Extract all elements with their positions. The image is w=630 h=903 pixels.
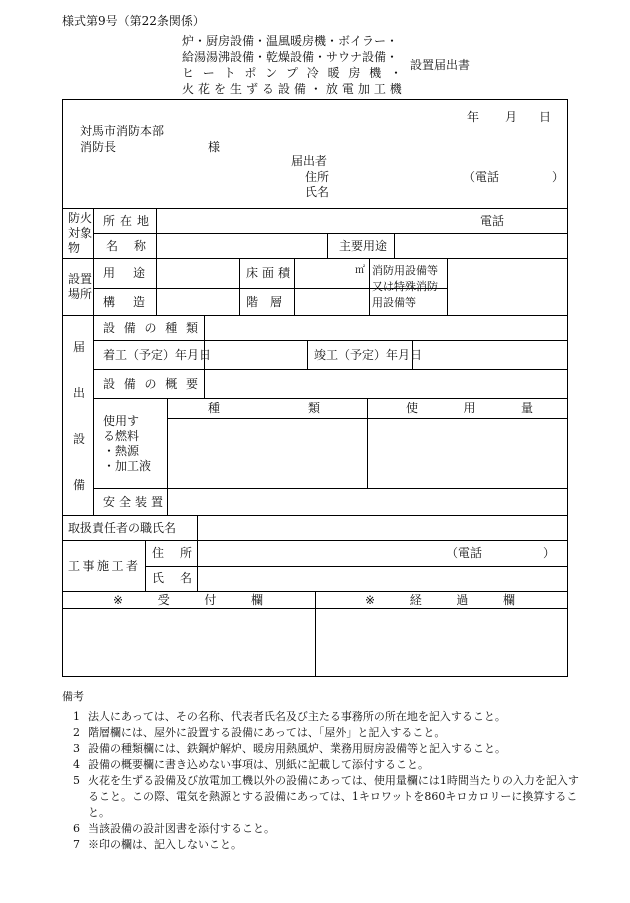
- applicant-name-label: 氏名: [305, 185, 330, 199]
- contractor-label: 工 事 施 工 者: [68, 559, 138, 573]
- structure-label: 構造: [103, 295, 164, 309]
- progress-column-label: ※ 経 過 欄: [365, 593, 515, 607]
- fuel-label: 使用す る燃料 ・熱源 ・加工液: [103, 414, 152, 473]
- title-line-3: ヒ ー ト ポ ン プ 冷 暖 房 機 ・: [182, 66, 402, 80]
- notes-section: [62, 688, 582, 853]
- contractor-phone-close: ）: [543, 546, 556, 560]
- form-number: 様式第9号（第22条関係）: [62, 14, 205, 28]
- reception-column-label: ※ 受 付 欄: [113, 593, 263, 607]
- applicant-address-label: 住所: [305, 170, 330, 184]
- fuel-kind-header: 種 類: [208, 401, 320, 415]
- col-manager-label: [197, 515, 198, 540]
- col-type-label: [204, 315, 205, 340]
- equipment-section-label-3: 設: [73, 432, 86, 446]
- safety-device-label: 安 全 装 置: [103, 495, 163, 509]
- col-fire-left: [369, 258, 370, 315]
- title-suffix: 設置届出書: [410, 58, 471, 72]
- floor-label: 階層: [246, 295, 295, 309]
- rule-top-block: [63, 208, 567, 209]
- col-area-right: [294, 258, 295, 315]
- contractor-phone-open: （電話: [446, 546, 483, 560]
- rule-eq-type: [93, 340, 567, 341]
- site-use-label: 用途: [103, 266, 164, 280]
- rule-eq-dates: [93, 369, 567, 370]
- note-item: 2 階層欄には、屋外に設置する設備にあっては、「屋外」と記入すること。: [73, 726, 446, 739]
- col-fuel-label: [167, 398, 168, 488]
- addressee-line-2: 消防長: [80, 140, 117, 154]
- rule-fuel-end: [93, 488, 567, 489]
- note-item: 3 設備の種類欄には、鉄鋼炉解炉、暖房用熱風炉、業務用厨房設備等と記入すること。: [73, 742, 506, 755]
- equipment-section-label-2: 出: [73, 386, 86, 400]
- target-section-label: 防火 対象 物: [68, 211, 93, 255]
- addressee-line-1: 対馬市消防本部: [80, 124, 165, 138]
- rule-target-mid: [93, 233, 567, 234]
- col-section-target-site: [93, 208, 94, 315]
- rule-manager-end: [63, 540, 567, 541]
- applicant-phone-close: ）: [552, 170, 565, 184]
- note-item: 4 設備の概要欄に書き込めない事項は、別紙に記載して添付すること。: [73, 758, 429, 771]
- target-location-label: 所 在 地: [103, 214, 149, 228]
- rule-site-end: [63, 315, 567, 316]
- fuel-amount-header: 使 用 量: [406, 401, 533, 415]
- addressee-sama: 様: [208, 140, 221, 154]
- target-name-label: 名称: [106, 239, 163, 253]
- title-line-1: 炉・厨房設備・温風暖房機・ボイラー・: [182, 34, 399, 48]
- rule-eq-outline: [93, 398, 567, 399]
- note-item: 7 ※印の欄は、記入しないこと。: [73, 838, 242, 851]
- site-section-label: 設置 場所: [68, 272, 93, 301]
- col-main-use-left: [327, 233, 328, 258]
- title-line-4: 火 花 を 生 ず る 設 備 ・ 放 電 加 工 機: [182, 82, 402, 96]
- col-fire-right: [447, 258, 448, 315]
- rule-target-end: [63, 258, 567, 259]
- form-table: [62, 99, 568, 677]
- rule-contractor-mid: [145, 566, 567, 567]
- manager-label: 取扱責任者の職氏名: [68, 521, 177, 535]
- applicant-label: 届出者: [291, 154, 328, 168]
- floor-area-label: 床 面 積: [246, 266, 290, 280]
- col-fuel-kind-amount: [367, 398, 368, 488]
- equipment-section-label-1: 届: [73, 340, 86, 354]
- notes-heading: 備考: [62, 690, 84, 703]
- area-unit: ㎡: [355, 265, 365, 276]
- note-item: 1 法人にあっては、その名称、代表者氏名及び主たる事務所の所在地を記入すること。: [73, 710, 506, 723]
- date-day-label: 日: [539, 110, 552, 124]
- date-month-label: 月: [505, 110, 518, 124]
- note-item: 6 当該設備の設計図書を添付すること。: [73, 822, 275, 835]
- rule-eq-end: [63, 515, 567, 516]
- fire-equipment-label: 消防用設備等 又は特殊消防 用設備等: [372, 264, 438, 309]
- col-office-split: [315, 591, 316, 677]
- applicant-phone-open: （電話: [463, 170, 500, 184]
- col-safety-label: [167, 488, 168, 515]
- date-year-label: 年: [467, 110, 480, 124]
- col-contractor-sub: [197, 540, 198, 591]
- title-line-2: 給湯湯沸設備・乾燥設備・サウナ設備・: [182, 50, 399, 64]
- start-date-label: 着工（予定）年月日: [103, 348, 212, 362]
- contractor-name-label: 氏 名: [152, 571, 192, 585]
- form-title: [182, 33, 402, 97]
- completion-date-label: 竣工（予定）年月日: [314, 348, 423, 362]
- col-main-use-right: [394, 233, 395, 258]
- target-phone-label: 電話: [480, 214, 505, 228]
- equipment-outline-label: 設 備 の 概 要: [103, 377, 198, 391]
- col-section-equipment: [93, 315, 94, 515]
- col-contractor-label: [145, 540, 146, 591]
- col-outline-label: [204, 369, 205, 398]
- col-area-left: [239, 258, 240, 315]
- col-completion-left: [307, 340, 308, 369]
- note-item: 5 火花を生ずる設備及び放電加工機以外の設備にあっては、使用量欄には1時間当たりの入力を記入すること。この際、電気を熱源とする設備にあっては、1キロワットを860キロカロリーに換算すること。: [73, 774, 579, 819]
- equipment-type-label: 設 備 の 種 類: [103, 321, 198, 335]
- main-use-label: 主要用途: [339, 239, 388, 253]
- equipment-section-label-4: 備: [73, 478, 86, 492]
- contractor-address-label: 住 所: [152, 546, 192, 560]
